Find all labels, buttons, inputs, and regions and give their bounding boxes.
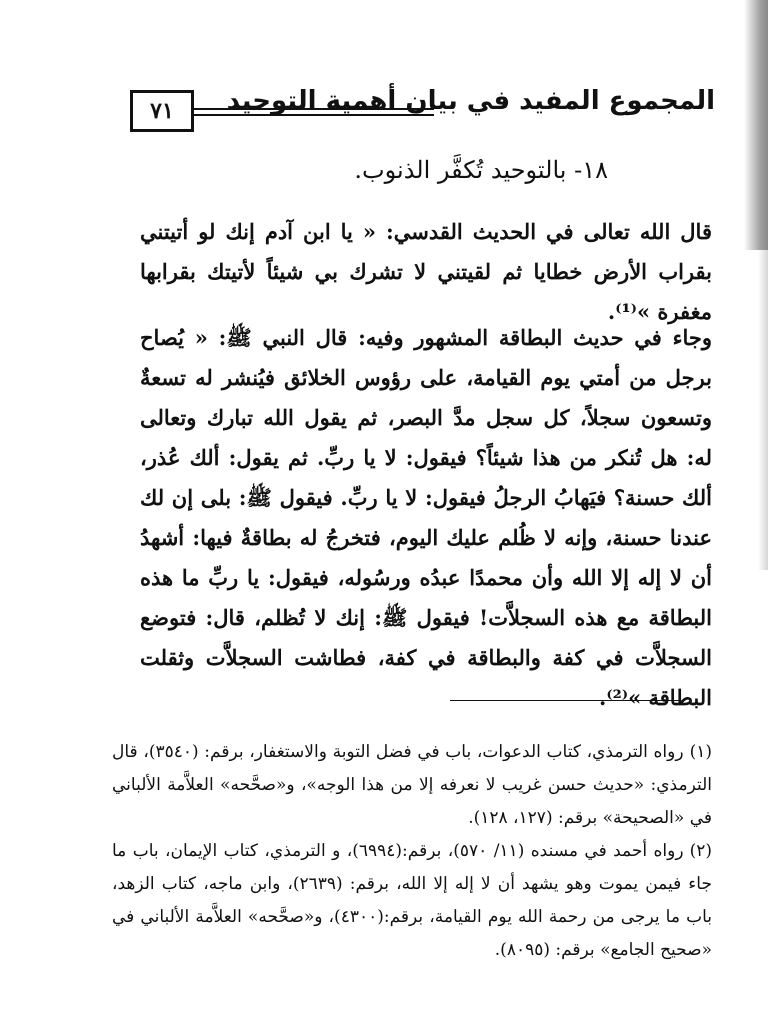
- footnote-1: [112, 736, 712, 835]
- footnotes: [112, 736, 712, 967]
- footnote-number: (٢): [689, 841, 712, 861]
- page-header: [130, 84, 715, 144]
- scan-edge-shadow: [744, 0, 768, 250]
- section-heading: ١٨- بالتوحيد تُكفَّر الذنوب.: [354, 156, 608, 184]
- scan-edge-shadow-lower: [758, 250, 768, 570]
- book-title: المجموع المفيد في بيان أهمية التوحيد: [226, 86, 715, 116]
- footnote-divider: [450, 700, 680, 701]
- paragraph-hadith-qudsi: قال الله تعالى في الحديث القدسي: « يا ابن آدم إنك لو أتيتني بقراب الأرض خطايا ثم لقيتني لا تشرك بي شيئاً لأتيتك بقرابها مغفرة »⁽¹⁾.: [140, 219, 712, 324]
- footnote-2: [112, 835, 712, 967]
- footnote-text: رواه أحمد في مسنده (١١/ ٥٧٠)، برقم:(٦٩٩٤)، و الترمذي، كتاب الإيمان، باب ما جاء فيمن يموت وهو يشهد أن لا إله إلا الله، برقم: (٢٦٣٩)، وابن ماجه، كتاب الزهد، باب ما يرجى من رحمة الله يوم القيامة، برقم:(٤٣٠٠)، و«صحَّحه» العلاَّمة الألباني في «صحيح الجامع» برقم: (٨٠٩٥).: [112, 841, 712, 960]
- paragraph-bitaqa-hadith: وجاء في حديث البطاقة المشهور وفيه: قال النبي ﷺ: « يُصاح برجل من أمتي يوم القيامة، على رؤوس الخلائق فيُنشر له تسعةٌ وتسعون سجلاً، كل سجل مدَّ البصر، ثم يقول الله تبارك وتعالى له: هل تُنكر من هذا شيئاً؟ فيقول: لا يا ربِّ. ثم يقول: ألك عُذر، ألك حسنة؟ فيَهابُ الرجلُ فيقول: لا يا ربِّ. فيقول ﷺ: بلى إن لك عندنا حسنة، وإنه لا ظُلم عليك اليوم، فتخرجُ له بطاقةٌ فيها: أشهدُ أن لا إله إلا الله وأن محمدًا عبدُه ورسُوله، فيقول: يا ربِّ ما هذه البطاقة مع هذه السجلاَّت! فيقول ﷺ: إنك لا تُظلم، قال: فتوضع السجلاَّت في كفة والبطاقة في كفة، فطاشت السجلاَّت وثقلت البطاقة »⁽²⁾.: [140, 325, 712, 710]
- page-number: ٧١: [150, 98, 174, 124]
- page-number-box: [130, 90, 194, 132]
- footnote-text: رواه الترمذي، كتاب الدعوات، باب في فضل التوبة والاستغفار، برقم: (٣٥٤٠)، قال الترمذي: «حديث حسن غريب لا نعرفه إلا من هذا الوجه»، و«صحَّحه» العلاَّمة الألباني في «الصحيحة» برقم: (١٢٧، ١٢٨).: [112, 742, 712, 828]
- footnote-number: (١): [689, 742, 712, 762]
